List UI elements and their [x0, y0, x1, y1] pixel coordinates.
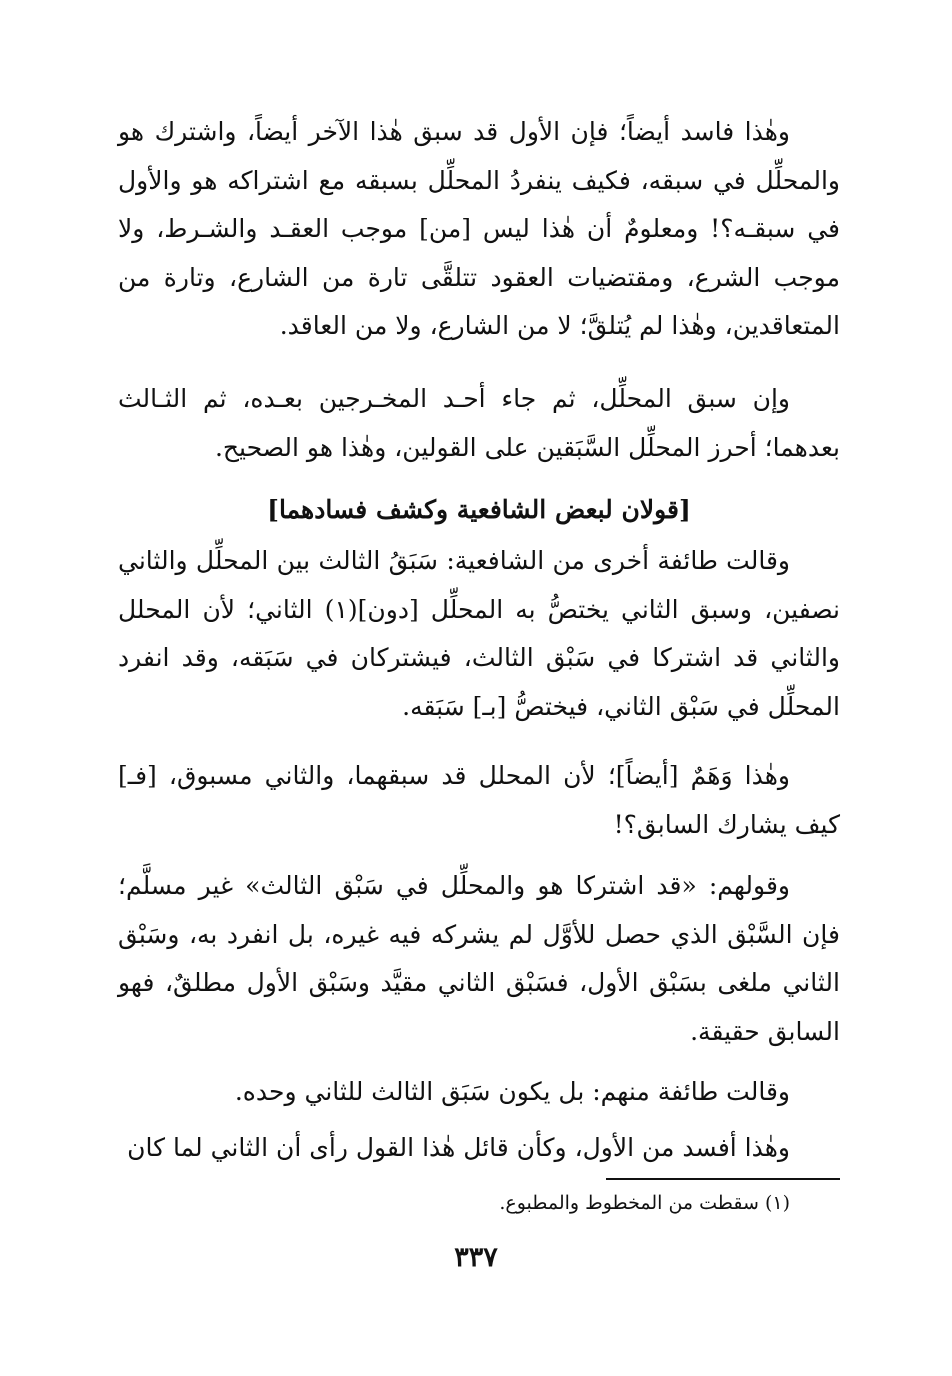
- paragraph-7: وهٰذا أفسد من الأول، وكأن قائل هٰذا القول رأى أن الثاني لما كان: [127, 1133, 790, 1162]
- footnote-separator: [606, 1178, 840, 1180]
- paragraph-2: وإن سبق المحلِّل، ثم جاء أحـد المخـرجين بعـده، ثم الثـالث بعدهما؛ أحرز المحلِّل السَّبَقين على القولين، وهٰذا هو الصحيح.: [118, 384, 840, 462]
- section-heading: [قولان لبعض الشافعية وكشف فسادهما]: [267, 495, 691, 524]
- paragraph-3: وقالت طائفة أخرى من الشافعية: سَبَقُ الثالث بين المحلِّل والثاني نصفين، وسبق الثاني يختصُّ به المحلِّل [دون](١) الثاني؛ لأن المحلل والثاني قد اشتركا في سَبْق الثالث، فيشتركان في سَبَقه، وقد انفرد المحلِّل في سَبْق الثاني، فيختصُّ [بـ] سَبَقه.: [118, 546, 841, 721]
- paragraph-5: وقولهم: «قد اشتركا هو والمحلِّل في سَبْق الثالث» غير مسلَّم؛ فإن السَّبْق الذي حصل للأوَّل لم يشركه فيه غيره، بل انفرد به، وسَبْق الثاني ملغى بسَبْق الأول، فسَبْق الثاني مقيَّد وسَبْق الأول مطلقٌ، فهو السابق حقيقة.: [118, 871, 840, 1046]
- paragraph-4: وهٰذا وَهَمٌ [أيضاً]؛ لأن المحلل قد سبقهما، والثاني مسبوق، [فـ] كيف يشارك السابق؟!: [118, 761, 840, 839]
- paragraph-1: وهٰذا فاسد أيضاً؛ فإن الأول قد سبق هٰذا الآخر أيضاً، واشترك هو والمحلِّل في سبقه، فكيف ينفردُ المحلِّل بسبقه مع اشتراكه هو والأول في سبقـه؟! ومعلومٌ أن هٰذا ليس [من] موجب العقـد والشـرط، ولا موجب الشرع، ومقتضيات العقود تتلقَّى تارة من الشارع، وتارة من المتعاقدين، وهٰذا لم يُتلقَّ؛ لا من الشارع، ولا من العاقد.: [118, 117, 840, 340]
- footnote: (١) سقطت من المخطوط والمطبوع.: [499, 1192, 790, 1214]
- paragraph-6: وقالت طائفة منهم: بل يكون سَبَق الثالث للثاني وحده.: [234, 1077, 790, 1106]
- page-number: ٣٣٧: [454, 1242, 498, 1273]
